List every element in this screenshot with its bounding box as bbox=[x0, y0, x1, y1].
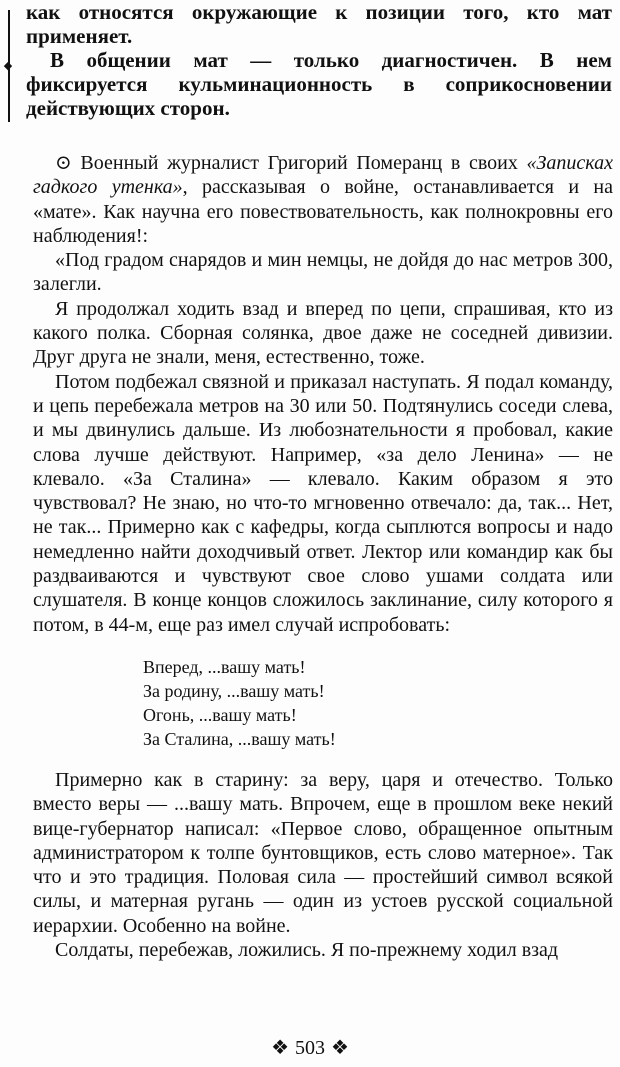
paragraph-1 bbox=[33, 151, 613, 248]
poem-line: За родину, ...вашу мать! bbox=[143, 680, 325, 701]
diamond-icon: ◆ bbox=[3, 60, 13, 72]
book-title: «Записках гадкого утенка» bbox=[33, 152, 614, 199]
poem-line: За Сталина, ...вашу мать! bbox=[143, 728, 336, 749]
paragraph-6: Солдаты, перебежав, ложились. Я по-прежнему ходил взад bbox=[55, 939, 559, 962]
summary-line: как относятся окружающие к позиции того, кто мат применяет. bbox=[26, 0, 612, 48]
highlighted-summary bbox=[26, 0, 612, 120]
summary-paragraph: В общении мат — только диагностичен. В нем фиксируется кульминационность в соприкосновении действующих сторон. bbox=[26, 48, 612, 120]
poem-quote bbox=[143, 655, 613, 751]
paragraph-1-end: , рассказывая о войне, останавливается и на «мате». Как научна его повествовательность, как полнокровны его наблюдения!: bbox=[33, 176, 613, 247]
poem-line: Огонь, ...вашу мать! bbox=[143, 704, 297, 725]
paragraph-1-start: Военный журналист Григорий Померанц в своих bbox=[80, 152, 527, 174]
paragraph-2: «Под градом снарядов и мин немцы, не дойдя до нас метров 300, залегли. bbox=[33, 249, 613, 296]
main-text bbox=[33, 151, 613, 962]
paragraph-5: Примерно как в старину: за веру, царя и отечество. Только вместо веры — ...вашу мать. Впрочем, еще в прошлом веке некий вице-губернатор написал: «Первое слово, обращенное опытным администратором к толпе бунтовщиков, есть слово матерное». Так что и это традиция. Половая сила — простейший символ всякой силы, и матерная ругань — один из устоев русской социальной иерархии. Особенно на войне. bbox=[33, 768, 613, 937]
left-ornament-icon: ❖ bbox=[271, 1037, 289, 1059]
paragraph-4: Потом подбежал связной и приказал наступать. Я подал команду, и цепь перебежала метров на 30 или 50. Подтянулись соседи слева, и мы двинулись дальше. Из любознательности я пробовал, какие слова лучше действуют. Например, «за дело Ленина» — не клевало. «За Сталина» — клевало. Каким образом я это чувствовал? Не знаю, но что-то мгновенно отвечало: да, так... Нет, не так... Примерно как с кафедры, когда сыплются вопросы и надо немедленно найти доходчивый ответ. Лектор или командир как бы раздваиваются и чувствуют свое слово ушами солдата или слушателя. В конце концов сложилось заклинание, силу которого я потом, в 44-м, еще раз имел случай испробовать: bbox=[33, 370, 613, 636]
right-ornament-icon: ❖ bbox=[331, 1037, 349, 1059]
poem-line: Вперед, ...вашу мать! bbox=[143, 656, 306, 677]
page-number: 503 bbox=[295, 1037, 325, 1059]
page-footer bbox=[0, 1036, 620, 1060]
paragraph-3: Я продолжал ходить взад и вперед по цепи, спрашивая, кто из какого полка. Сборная солянка, двое даже не соседней дивизии. Друг друга не знали, меня, естественно, тоже. bbox=[33, 297, 613, 369]
target-icon: ⊙ bbox=[55, 152, 72, 174]
